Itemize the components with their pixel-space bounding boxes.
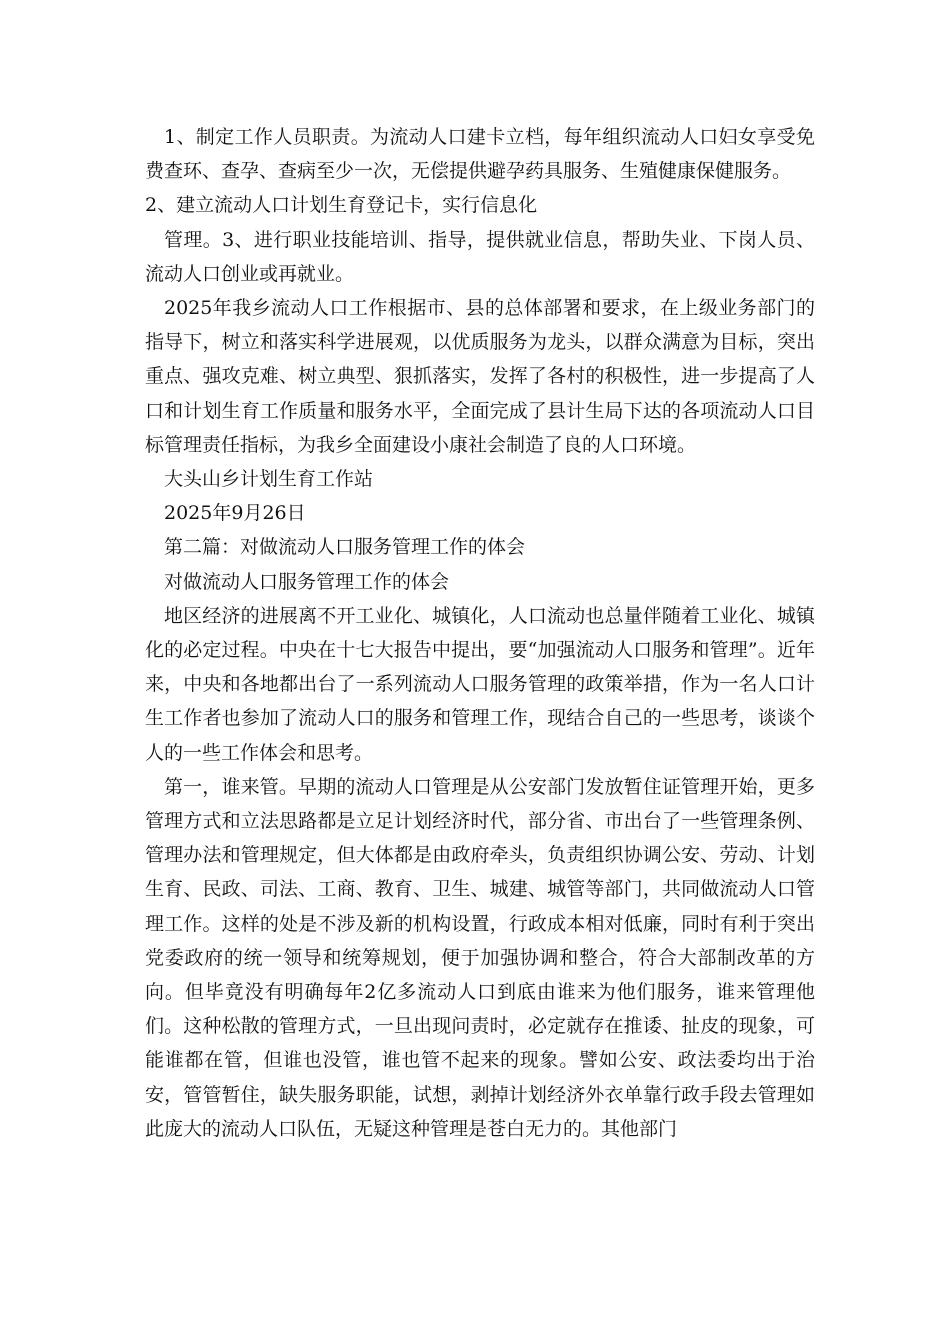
document-body — [145, 120, 815, 1146]
paragraph-registration-card: 2、建立流动人口计划生育登记卡，实行信息化 — [145, 194, 538, 217]
section-heading: 第二篇：对做流动人口服务管理工作的体会 — [164, 536, 526, 559]
paragraph-training: 管理。3、进行职业技能培训、指导，提供就业信息，帮助失业、下岗人员、流动人口创业或再就业。 — [145, 228, 815, 285]
paragraph-intro: 地区经济的进展离不开工业化、城镇化，人口流动也总量伴随着工业化、城镇化的必定过程。中央在十七大报告中提出，要“加强流动人口服务和管理”。近年来，中央和各地都出台了一系列流动人口服务管理的政策举措，作为一名人口计生工作者也参加了流动人口的服务和管理工作，现结合自己的一些思考，谈谈个人的一些工作体会和思考。 — [145, 604, 815, 764]
signature-organization: 大头山乡计划生育工作站 — [164, 468, 374, 491]
paragraph-who-manages: 第一，谁来管。早期的流动人口管理是从公安部门发放暂住证管理开始，更多管理方式和立法思路都是立足计划经济时代，部分省、市出台了一些管理条例、管理办法和管理规定，但大体都是由政府牵头，负责组织协调公安、劳动、计划生育、民政、司法、工商、教育、卫生、城建、城管等部门，共同做流动人口管理工作。这样的处是不涉及新的机构设置，行政成本相对低廉，同时有利于突出党委政府的统一领导和统筹规划，便于加强协调和整合，符合大部制改革的方向。但毕竟没有明确每年2亿多流动人口到底由谁来为他们服务，谁来管理他们。这种松散的管理方式，一旦出现问责时，必定就存在推诿、扯皮的现象，可能谁都在管，但谁也没管，谁也管不起来的现象。譬如公安、政法委均出于治安，管管暂住，缺失服务职能，试想，剥掉计划经济外衣单靠行政手段去管理如此庞大的流动人口队伍，无疑这种管理是苍白无力的。其他部门 — [145, 775, 815, 1140]
paragraph-duty: 1、制定工作人员职责。为流动人口建卡立档，每年组织流动人口妇女享受免费查环、查孕、查病至少一次，无偿提供避孕药具服务、生殖健康保健服务。 — [145, 126, 815, 183]
paragraph-summary-2025: 2025年我乡流动人口工作根据市、县的总体部署和要求，在上级业务部门的指导下，树立和落实科学进展观，以优质服务为龙头，以群众满意为目标，突出重点、强攻克难、树立典型、狠抓落实，发挥了各村的积极性，进一步提高了人口和计划生育工作质量和服务水平，全面完成了县计生局下达的各项流动人口目标管理责任指标，为我乡全面建设小康社会制造了良的人口环境。 — [145, 297, 815, 456]
article-title: 对做流动人口服务管理工作的体会 — [164, 570, 450, 593]
signature-date: 2025年9月26日 — [164, 502, 306, 525]
